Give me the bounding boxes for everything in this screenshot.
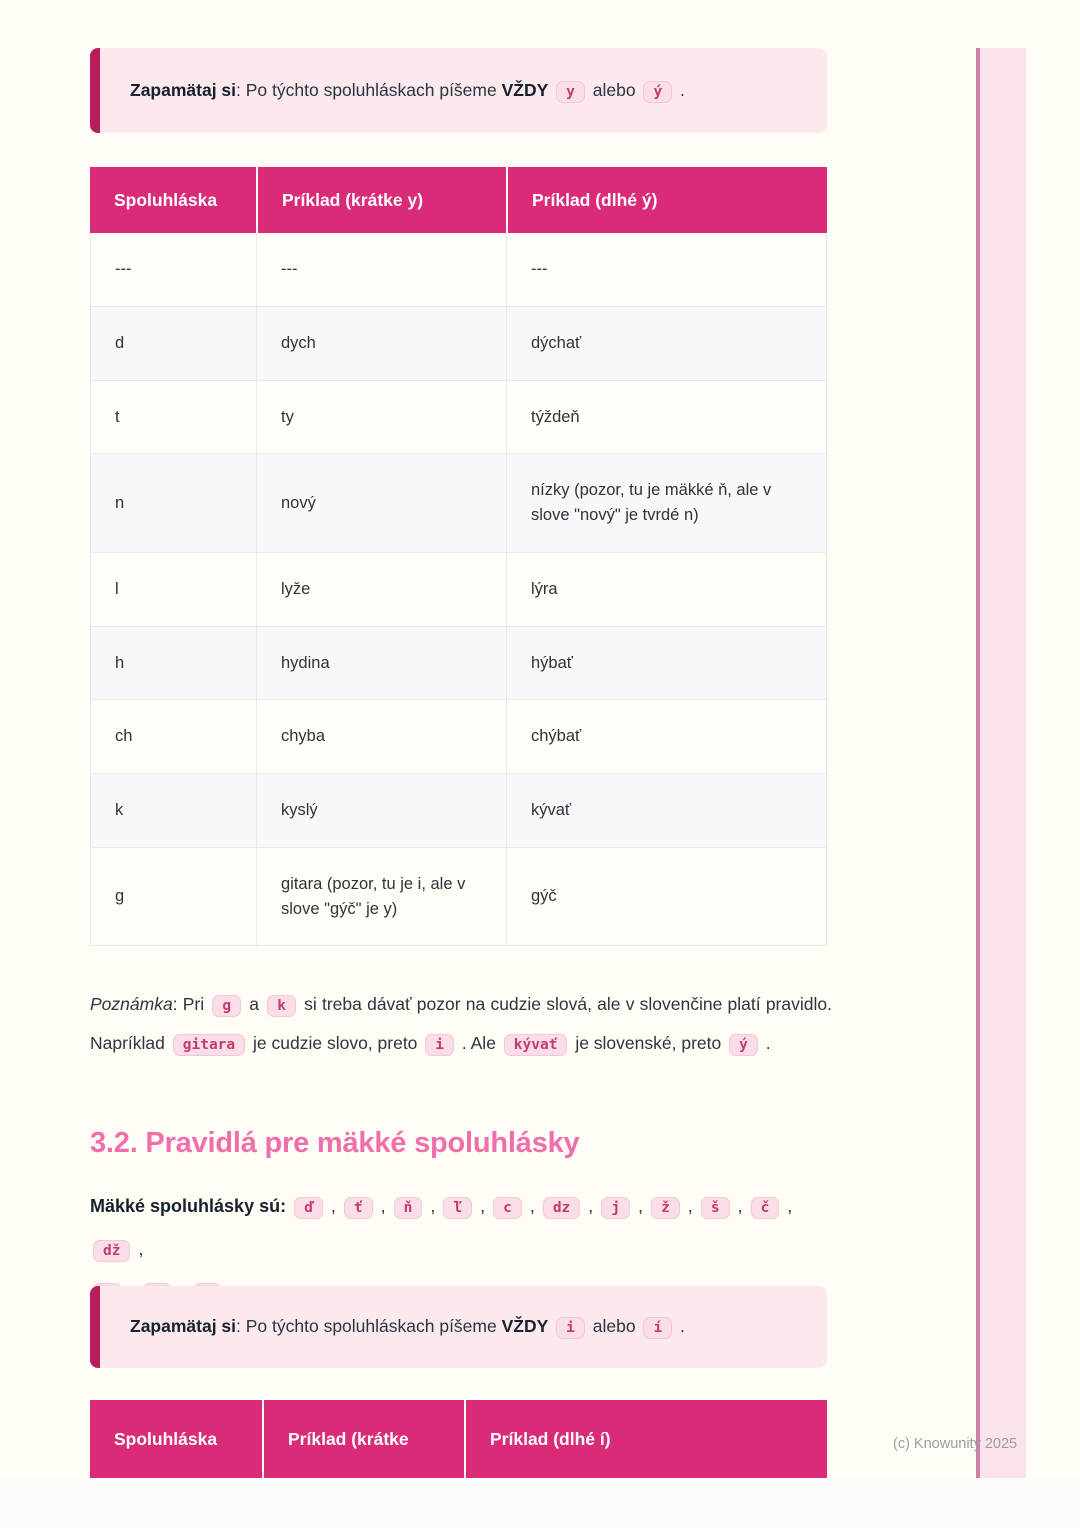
column-header: Príklad (dlhé ý)	[506, 167, 827, 233]
callout-remember-soft	[90, 1286, 827, 1368]
table-cell: lýra	[506, 553, 827, 627]
inline-code-chip: ž	[651, 1197, 680, 1219]
table-row	[90, 627, 827, 701]
inline-code-chip: i	[556, 1317, 585, 1339]
table-cell: gitara (pozor, tu je i, ale v slove "gýč" je y)	[256, 848, 506, 947]
inline-code-chip: y	[556, 81, 585, 103]
text-segment: je slovenské, preto	[570, 1033, 727, 1053]
inline-code-chip: gitara	[173, 1034, 245, 1056]
inline-code-chip: ý	[643, 81, 672, 103]
inline-code-chip: č	[751, 1197, 780, 1219]
inline-code-chip: j	[601, 1197, 630, 1219]
text-segment: .	[675, 1316, 685, 1337]
column-header: Príklad (dlhé í)	[464, 1400, 827, 1478]
inline-code-chip: š	[701, 1197, 730, 1219]
table-cell: dych	[256, 307, 506, 381]
table-row	[90, 700, 827, 774]
text-segment: : Po týchto spoluhláskach píšeme	[236, 1316, 502, 1337]
callout-text	[90, 78, 709, 103]
text-segment: ,	[583, 1196, 599, 1216]
table-cell: lyže	[256, 553, 506, 627]
text-segment: si treba dávať pozor na cudzie slová, ale v slovenčine platí pravidlo. Napríklad	[90, 994, 832, 1053]
column-header: Spoluhláska	[90, 1400, 262, 1478]
note-paragraph	[90, 986, 832, 1064]
table-header-row	[90, 167, 827, 233]
inline-code-chip: í	[643, 1317, 672, 1339]
text-segment: je cudzie slovo, preto	[248, 1033, 423, 1053]
text-segment: Zapamätaj si	[130, 79, 237, 100]
column-header: Spoluhláska	[90, 167, 256, 233]
table-cell: ch	[90, 700, 256, 774]
text-segment: ,	[682, 1196, 698, 1216]
table-cell: hydina	[256, 627, 506, 701]
table-row	[90, 307, 827, 381]
text-segment: alebo	[587, 79, 641, 100]
table-cell: nový	[256, 454, 506, 553]
table-row	[90, 233, 827, 307]
table-cell: dýchať	[506, 307, 827, 381]
table-cell: h	[90, 627, 256, 701]
table-cell: ty	[256, 381, 506, 455]
text-segment: ,	[633, 1196, 649, 1216]
inline-code-chip: ť	[344, 1197, 373, 1219]
hard-consonants-table	[90, 167, 827, 946]
text-segment: ,	[524, 1196, 540, 1216]
callout-text	[90, 1314, 709, 1339]
text-segment: : Po týchto spoluhláskach píšeme	[236, 79, 502, 100]
table-cell: kývať	[506, 774, 827, 848]
text-segment: : Pri	[172, 994, 210, 1014]
text-segment: ,	[425, 1196, 441, 1216]
text-segment: alebo	[587, 1316, 641, 1337]
text-segment: ,	[782, 1196, 793, 1216]
text-segment: ,	[475, 1196, 491, 1216]
table-row	[90, 553, 827, 627]
section-heading: 3.2. Pravidlá pre mäkké spoluhlásky	[90, 1127, 580, 1159]
callout-accent-bar	[90, 1286, 100, 1368]
table-cell: chyba	[256, 700, 506, 774]
text-segment: VŽDY	[501, 1316, 549, 1337]
inline-code-chip: dz	[543, 1197, 580, 1219]
table-cell: hýbať	[506, 627, 827, 701]
right-margin-band	[980, 48, 1026, 1478]
callout-remember-hard	[90, 48, 827, 133]
table-cell: ---	[256, 233, 506, 307]
inline-code-chip: k	[267, 995, 296, 1017]
table-cell: gýč	[506, 848, 827, 947]
table-row	[90, 381, 827, 455]
inline-code-chip: g	[212, 995, 241, 1017]
table-cell: ---	[506, 233, 827, 307]
text-segment: Zapamätaj si	[130, 1316, 237, 1337]
text-segment: Poznámka	[90, 994, 173, 1014]
watermark: (c) Knowunity 2025	[893, 1436, 1018, 1452]
inline-code-chip: c	[493, 1197, 522, 1219]
inline-code-chip: kývať	[504, 1034, 568, 1056]
text-segment: a	[244, 994, 265, 1014]
text-segment	[548, 1316, 553, 1336]
table-cell: chýbať	[506, 700, 827, 774]
text-segment: . Ale	[457, 1033, 501, 1053]
text-segment: .	[675, 79, 685, 100]
inline-code-chip: ň	[394, 1197, 423, 1219]
text-segment: VŽDY	[501, 79, 549, 100]
table-cell: l	[90, 553, 256, 627]
column-header: Príklad (krátke y)	[256, 167, 506, 233]
text-segment: .	[760, 1033, 771, 1053]
table-row	[90, 848, 827, 947]
table-cell: ---	[90, 233, 256, 307]
inline-code-chip: ý	[729, 1034, 758, 1056]
inline-code-chip: dž	[93, 1240, 130, 1262]
table-cell: d	[90, 307, 256, 381]
table-cell: g	[90, 848, 256, 947]
text-segment: ,	[732, 1196, 748, 1216]
table-row	[90, 454, 827, 553]
callout-accent-bar	[90, 48, 100, 133]
soft-consonants-table	[90, 1400, 827, 1478]
table-cell: týždeň	[506, 381, 827, 455]
table-cell: kyslý	[256, 774, 506, 848]
inline-code-chip: ď	[294, 1197, 323, 1219]
column-header: Príklad (krátke	[262, 1400, 464, 1478]
text-segment: ,	[133, 1239, 144, 1259]
inline-code-chip: ľ	[443, 1197, 472, 1219]
text-segment: Mäkké spoluhlásky sú:	[90, 1196, 292, 1216]
text-segment: ,	[325, 1196, 341, 1216]
table-cell: nízky (pozor, tu je mäkké ň, ale v slove "nový" je tvrdé n)	[506, 454, 827, 553]
table-cell: k	[90, 774, 256, 848]
inline-code-chip: i	[425, 1034, 454, 1056]
text-segment	[548, 80, 553, 100]
table-header-row	[90, 1400, 827, 1478]
table-cell: t	[90, 381, 256, 455]
table-row	[90, 774, 827, 848]
text-segment: ,	[375, 1196, 391, 1216]
table-cell: n	[90, 454, 256, 553]
